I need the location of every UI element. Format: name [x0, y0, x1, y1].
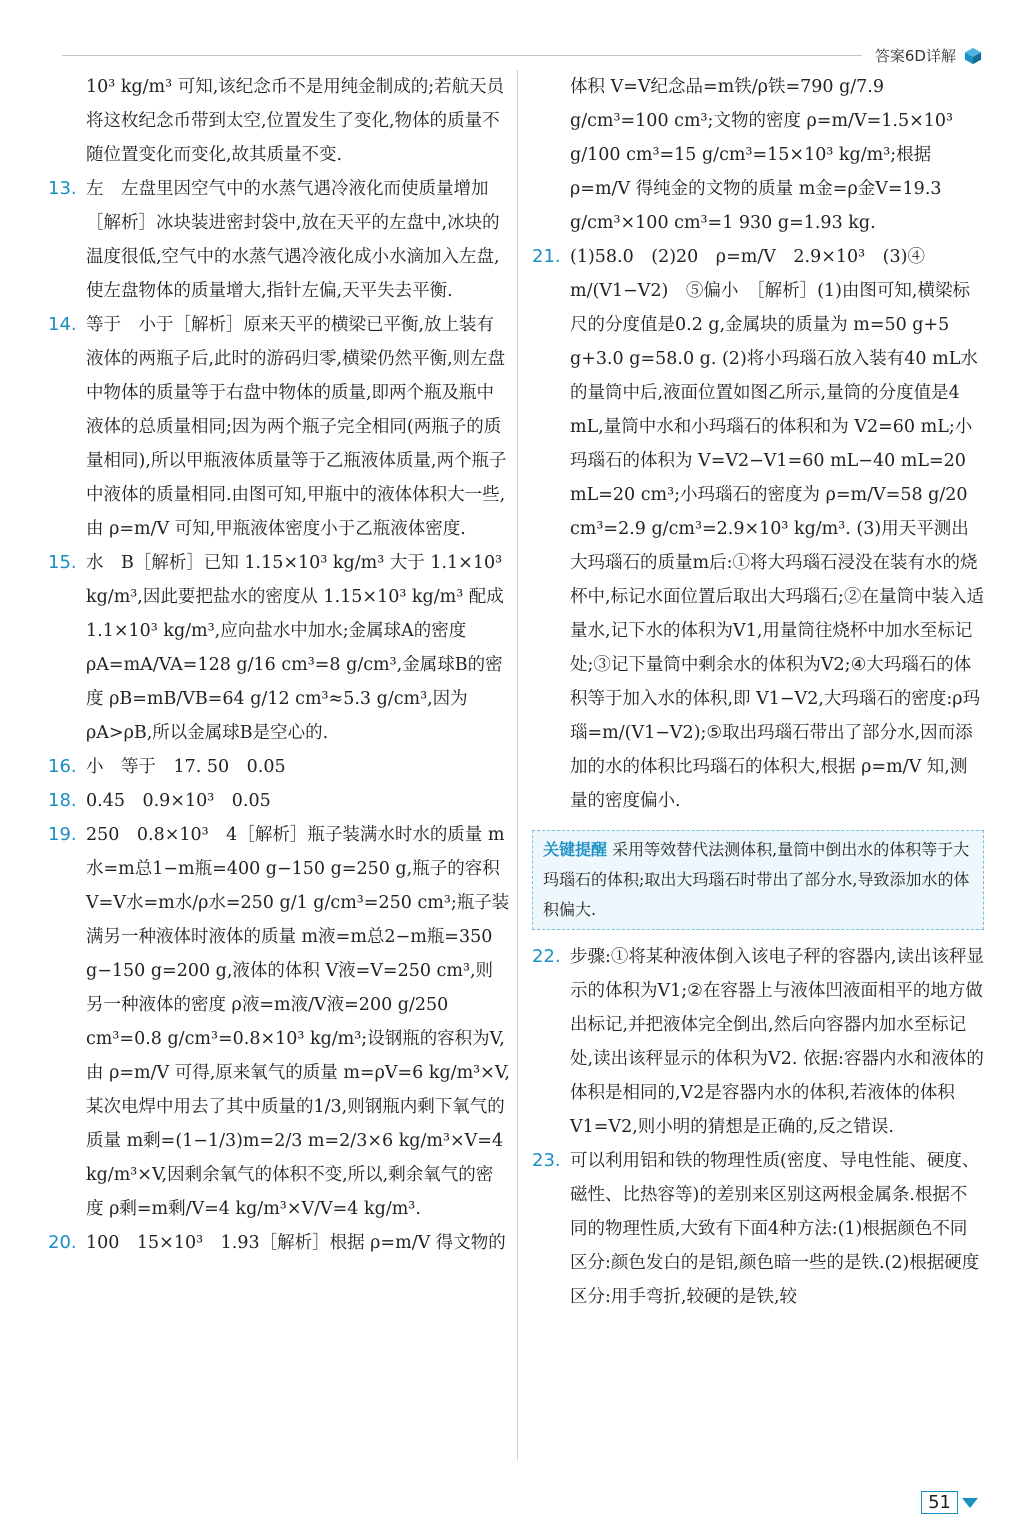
- header-text: 答案6D详解: [874, 47, 956, 65]
- answer-text: 等于 小于［解析］原来天平的横梁已平衡,放上装有液体的两瓶子后,此时的游码归零,横梁仍然平衡,则左盘中物体的质量等于右盘中物体的质量,即两个瓶及瓶中液体的总质量相同;因为两个瓶子完全相同(两瓶子的质量相同),所以甲瓶液体质量等于乙瓶液体质量,两个瓶子中液体的质量相同.由图可知,甲瓶中的液体体积大一些,由 ρ=m/V 可知,甲瓶液体密度小于乙瓶液体密度.: [86, 315, 507, 539]
- question-number: 16.: [48, 756, 77, 777]
- answer-item: [532, 240, 984, 818]
- answer-item: [532, 1144, 984, 1314]
- question-number: 18.: [48, 790, 77, 811]
- page-number: [921, 1491, 978, 1514]
- answer-item: [532, 940, 984, 1144]
- question-number: 21.: [532, 246, 561, 267]
- answer-text: 可以利用铝和铁的物理性质(密度、导电性能、硬度、磁性、比热容等)的差别来区别这两根金属条.根据不同的物理性质,大致有下面4种方法:(1)根据颜色不同区分:颜色发白的是铝,颜色暗一些的是铁.(2)根据硬度区分:用手弯折,较硬的是铁,较: [570, 1151, 980, 1307]
- answer-item: [48, 750, 510, 784]
- answer-text: (1)58.0 (2)20 ρ=m/V 2.9×10³ (3)④ m/(V1−V2) ⑤偏小 ［解析］(1)由图可知,横梁标尺的分度值是0.2 g,金属块的质量为 m=50 g+5 g+3.0 g=58.0 g. (2)将小玛瑙石放入装有40 mL水的量筒中后,液面位置如图乙所示,量筒的分度值是4 mL,量筒中水和小玛瑙石的体积和为 V2=60 mL;小玛瑙石的体积为 V=V2−V1=60 mL−40 mL=20 mL=20 cm³;小玛瑙石的密度为 ρ=m/V=58 g/20 cm³=2.9 g/cm³=2.9×10³ kg/m³. (3)用天平测出大玛瑙石的质量m后:①将大玛瑙石浸没在装有水的烧杯中,标记水面位置后取出大玛瑙石;②在量筒中装入适量水,记下水的体积为V1,用量筒往烧杯中加水至标记处;③记下量筒中剩余水的体积为V2;④大玛瑙石的体积等于加入水的体积,即 V1−V2,大玛瑙石的密度:ρ玛瑙=m/(V1−V2);⑤取出玛瑙石带出了部分水,因而添加的水的体积比玛瑙石的体积大,根据 ρ=m/V 知,测量的密度偏小.: [570, 247, 984, 811]
- question-number: 22.: [532, 946, 561, 967]
- key-tip-box: [532, 830, 984, 930]
- answer-item: [48, 70, 510, 172]
- answer-text: 水 B［解析］已知 1.15×10³ kg/m³ 大于 1.1×10³ kg/m³,因此要把盐水的密度从 1.15×10³ kg/m³ 配成 1.1×10³ kg/m³,应向盐水中加水;金属球A的密度 ρA=mA/VA=128 g/16 cm³=8 g/cm³,金属球B的密度 ρB=mB/VB=64 g/12 cm³≈5.3 g/cm³,因为 ρA>ρB,所以金属球B是空心的.: [86, 553, 504, 743]
- question-number: 19.: [48, 824, 77, 845]
- page-header: [875, 45, 982, 66]
- answer-item: [48, 818, 510, 1226]
- answer-text: 250 0.8×10³ 4［解析］瓶子装满水时水的质量 m水=m总1−m瓶=400 g−150 g=250 g,瓶子的容积 V=V水=m水/ρ水=250 g/1 g/cm³=250 cm³;瓶子装满另一种液体时液体的质量 m液=m总2−m瓶=350 g−150 g=200 g,液体的体积 V液=V=250 cm³,则另一种液体的密度 ρ液=m液/V液=200 g/250 cm³=0.8 g/cm³=0.8×10³ kg/m³;设钢瓶的容积为V,由 ρ=m/V 可得,原来氧气的质量 m=ρV=6 kg/m³×V,某次电焊中用去了其中质量的1/3,则钢瓶内剩下氧气的质量 m剩=(1−1/3)m=2/3 m=2/3×6 kg/m³×V=4 kg/m³×V,因剩余氧气的体积不变,所以,剩余氧气的密度 ρ剩=m剩/V=4 kg/m³×V/V=4 kg/m³.: [86, 825, 510, 1219]
- answer-text: 体积 V=V纪念品=m铁/ρ铁=790 g/7.9 g/cm³=100 cm³;文物的密度 ρ=m/V=1.5×10³ g/100 cm³=15 g/cm³=15×10³ kg/m³;根据 ρ=m/V 得纯金的文物的质量 m金=ρ金V=19.3 g/cm³×100 cm³=1 930 g=1.93 kg.: [570, 77, 954, 233]
- cube-icon: [964, 47, 982, 65]
- answer-item: [48, 308, 510, 546]
- question-number: 23.: [532, 1150, 561, 1171]
- question-number: 13.: [48, 178, 77, 199]
- answer-text: 0.45 0.9×10³ 0.05: [86, 791, 271, 811]
- answer-item: [48, 546, 510, 750]
- page-number-label: 51: [921, 1491, 958, 1514]
- answer-item: [48, 784, 510, 818]
- triangle-icon: [962, 1498, 978, 1508]
- key-tip-label: 关键提醒: [543, 840, 608, 859]
- left-column: [48, 70, 510, 1260]
- right-column: [532, 70, 984, 1314]
- question-number: 14.: [48, 314, 77, 335]
- answer-text: 步骤:①将某种液体倒入该电子秤的容器内,读出该秤显示的体积为V1;②在容器上与液体凹液面相平的地方做出标记,并把液体完全倒出,然后向容器内加水至标记处,读出该秤显示的体积为V2. 依据:容器内水和液体的体积是相同的,V2是容器内水的体积,若液体的体积 V1=V2,则小明的猜想是正确的,反之错误.: [570, 947, 984, 1137]
- answer-item: [48, 1226, 510, 1260]
- column-divider: [517, 70, 518, 1460]
- answer-text: 小 等于 17. 50 0.05: [86, 757, 286, 777]
- header-rule: [62, 55, 862, 56]
- key-tip-text: 采用等效替代法测体积,量筒中倒出水的体积等于大玛瑙石的体积;取出大玛瑙石时带出了部分水,导致添加水的体积偏大.: [543, 840, 970, 919]
- question-number: 20.: [48, 1232, 77, 1253]
- answer-text: 100 15×10³ 1.93［解析］根据 ρ=m/V 得文物的: [86, 1233, 506, 1253]
- answer-text: 10³ kg/m³ 可知,该纪念币不是用纯金制成的;若航天员将这枚纪念币带到太空,位置发生了变化,物体的质量不随位置变化而变化,故其质量不变.: [86, 77, 505, 165]
- answer-item: [48, 172, 510, 308]
- question-number: 15.: [48, 552, 77, 573]
- answer-item: [532, 70, 984, 240]
- answer-text: 左 左盘里因空气中的水蒸气遇冷液化而使质量增加［解析］冰块装进密封袋中,放在天平的左盘中,冰块的温度很低,空气中的水蒸气遇冷液化成小水滴加入左盘,使左盘物体的质量增大,指针左偏,天平失去平衡.: [86, 179, 500, 301]
